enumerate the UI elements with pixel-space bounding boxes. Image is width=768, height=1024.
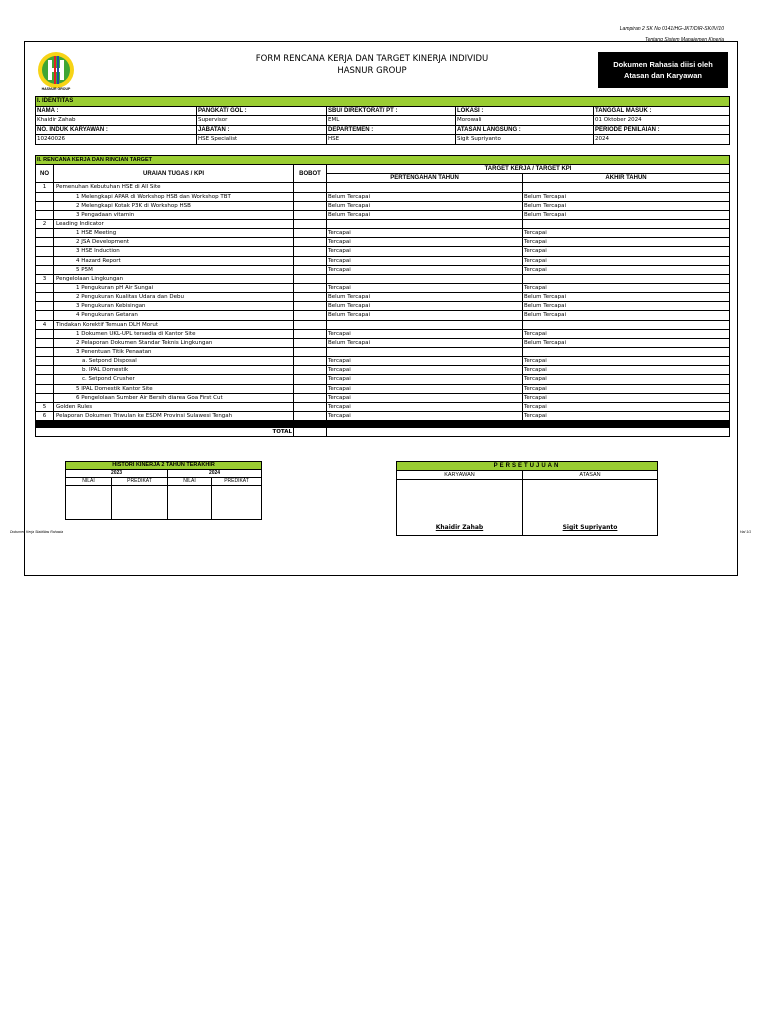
frame-tick-left <box>24 566 25 575</box>
row-task: c. Setpond Crusher <box>54 375 294 384</box>
table-row <box>36 201 730 210</box>
row-weight <box>294 201 327 210</box>
row-end-year: Tercapai <box>523 357 730 366</box>
hasnur-logo-icon <box>36 50 76 90</box>
row-weight <box>294 384 327 393</box>
row-task: a. Setpond Disposal <box>54 357 294 366</box>
row-task: 3 HSE Induction <box>54 247 294 256</box>
reference-number: Lampiran 2 SK No 0141/HG-JKT/DIR-SK/IV/10 <box>619 26 724 32</box>
row-no <box>36 256 54 265</box>
row-mid-year: Tercapai <box>327 229 523 238</box>
row-no: 2 <box>36 219 54 228</box>
row-weight <box>294 347 327 356</box>
identity-labels-2 <box>36 125 730 135</box>
row-mid-year: Tercapai <box>327 357 523 366</box>
identity-values-2 <box>36 135 730 145</box>
table-row <box>36 192 730 201</box>
row-weight <box>294 357 327 366</box>
row-mid-year: Tercapai <box>327 265 523 274</box>
row-no <box>36 393 54 402</box>
company-logo <box>36 50 76 92</box>
row-weight <box>294 375 327 384</box>
row-weight <box>294 192 327 201</box>
confidential-notice <box>598 52 728 88</box>
row-task: 5 P5M <box>54 265 294 274</box>
footer-left: Dokumen Kerja Stabilitas Rahasia <box>10 530 64 534</box>
history-nilai-2023: NILAI <box>66 478 112 486</box>
total-label: TOTAL <box>36 428 294 437</box>
total-row <box>36 428 730 437</box>
value-nama: Khaidir Zahab <box>36 116 197 126</box>
row-end-year: Tercapai <box>523 229 730 238</box>
value-nik: 10240026 <box>36 135 197 145</box>
row-weight <box>294 183 327 192</box>
row-weight <box>294 366 327 375</box>
row-mid-year <box>327 347 523 356</box>
table-row <box>36 338 730 347</box>
row-weight <box>294 265 327 274</box>
value-periode: 2024 <box>594 135 730 145</box>
row-no <box>36 329 54 338</box>
row-no <box>36 238 54 247</box>
value-sbu: EML <box>327 116 456 126</box>
row-no <box>36 375 54 384</box>
col-task: URAIAN TUGAS / KPI <box>54 165 294 183</box>
row-no <box>36 293 54 302</box>
row-end-year <box>523 183 730 192</box>
col-weight: BOBOT <box>294 165 327 183</box>
row-end-year: Belum Tercapai <box>523 192 730 201</box>
row-end-year: Tercapai <box>523 265 730 274</box>
row-end-year: Tercapai <box>523 283 730 292</box>
row-mid-year: Tercapai <box>327 247 523 256</box>
approval-table <box>396 461 658 536</box>
label-lokasi: LOKASI : <box>456 106 594 116</box>
row-no: 6 <box>36 411 54 420</box>
frame-left-border <box>24 41 25 575</box>
label-departemen: DEPARTEMEN : <box>327 125 456 135</box>
label-nik: NO. INDUK KARYAWAN : <box>36 125 197 135</box>
confidential-line-1: Dokumen Rahasia diisi oleh <box>613 60 713 69</box>
identity-section-title: I. IDENTITAS <box>36 97 730 107</box>
table-row <box>36 238 730 247</box>
history-nilai-2024-value[interactable] <box>168 486 212 520</box>
row-mid-year: Tercapai <box>327 375 523 384</box>
history-year-2024: 2024 <box>168 470 262 478</box>
row-mid-year: Tercapai <box>327 411 523 420</box>
row-end-year: Belum Tercapai <box>523 201 730 210</box>
frame-top-border <box>24 41 738 42</box>
row-task: 1 HSE Meeting <box>54 229 294 238</box>
approval-employee-label: KARYAWAN <box>397 471 523 480</box>
table-row <box>36 210 730 219</box>
row-end-year: Tercapai <box>523 256 730 265</box>
row-mid-year: Belum Tercapai <box>327 210 523 219</box>
row-weight <box>294 402 327 411</box>
value-atasan: Sigit Supriyanto <box>456 135 594 145</box>
row-weight <box>294 320 327 329</box>
history-predikat-2023-value[interactable] <box>112 486 168 520</box>
table-row <box>36 393 730 402</box>
col-end-year: AKHIR TAHUN <box>523 174 730 183</box>
label-periode: PERIODE PENILAIAN : <box>594 125 730 135</box>
identity-labels-1 <box>36 106 730 116</box>
frame-bottom-border <box>24 575 738 576</box>
row-task: 2 Pelaporan Dokumen Standar Teknis Lingkungan <box>54 338 294 347</box>
row-end-year: Tercapai <box>523 375 730 384</box>
row-mid-year: Tercapai <box>327 366 523 375</box>
plan-section-title: II. RENCANA KERJA DAN RINCIAN TARGET <box>36 156 730 165</box>
row-no <box>36 347 54 356</box>
row-mid-year: Belum Tercapai <box>327 201 523 210</box>
row-end-year: Belum Tercapai <box>523 338 730 347</box>
approval-supervisor-label: ATASAN <box>523 471 658 480</box>
footer-right: Hal 1/1 <box>740 530 752 534</box>
row-end-year <box>523 320 730 329</box>
value-departemen: HSE <box>327 135 456 145</box>
row-mid-year <box>327 219 523 228</box>
table-row <box>36 274 730 283</box>
table-row <box>36 219 730 228</box>
row-task: 1 Dokumen UKL-UPL tersedia di Kantor Site <box>54 329 294 338</box>
table-row <box>36 293 730 302</box>
row-mid-year: Tercapai <box>327 384 523 393</box>
table-row <box>36 402 730 411</box>
col-target: TARGET KERJA / TARGET KPI <box>327 165 730 174</box>
history-predikat-2024: PREDIKAT <box>212 478 262 486</box>
logo-caption: HASNUR GROUP <box>41 87 71 91</box>
history-title: HISTORI KINERJA 2 TAHUN TERAKHIR <box>66 462 262 470</box>
row-mid-year: Tercapai <box>327 393 523 402</box>
row-mid-year: Tercapai <box>327 238 523 247</box>
row-no: 1 <box>36 183 54 192</box>
col-mid-year: PERTENGAHAN TAHUN <box>327 174 523 183</box>
row-no <box>36 311 54 320</box>
row-end-year <box>523 347 730 356</box>
row-no <box>36 384 54 393</box>
row-task: 2 JSA Development <box>54 238 294 247</box>
table-row <box>36 329 730 338</box>
row-no <box>36 201 54 210</box>
row-task: Pelaporan Dokumen Triwulan ke ESDM Provinsi Sulawesi Tengah <box>54 411 294 420</box>
row-task: b. IPAL Domestik <box>54 366 294 375</box>
approval-title: PERSETUJUAN <box>397 462 658 471</box>
row-task: Leading Indicator <box>54 219 294 228</box>
history-nilai-2023-value[interactable] <box>66 486 112 520</box>
row-task: 2 Pengukuran Kualitas Udara dan Debu <box>54 293 294 302</box>
row-task: 3 Pengadaan vitamin <box>54 210 294 219</box>
table-row <box>36 311 730 320</box>
row-weight <box>294 219 327 228</box>
row-weight <box>294 210 327 219</box>
row-no: 3 <box>36 274 54 283</box>
table-row <box>36 256 730 265</box>
row-task: 1 Pengukuran pH Air Sungai <box>54 283 294 292</box>
row-end-year: Tercapai <box>523 247 730 256</box>
row-weight <box>294 229 327 238</box>
row-task: 4 Hazard Report <box>54 256 294 265</box>
col-no: NO <box>36 165 54 183</box>
label-nama: NAMA : <box>36 106 197 116</box>
row-task: 2 Melengkapi Kotak P3K di Workshop HSB <box>54 201 294 210</box>
row-no <box>36 302 54 311</box>
row-weight <box>294 393 327 402</box>
label-jabatan: JABATAN : <box>197 125 327 135</box>
separator-row <box>36 421 730 428</box>
table-row <box>36 347 730 356</box>
identity-table <box>35 96 730 145</box>
row-mid-year: Tercapai <box>327 402 523 411</box>
reference-subtitle: Tentang Sistem Manajemen Kinerja <box>644 37 724 43</box>
table-row <box>36 229 730 238</box>
row-mid-year: Belum Tercapai <box>327 293 523 302</box>
row-mid-year: Tercapai <box>327 256 523 265</box>
total-weight <box>294 428 327 437</box>
row-mid-year <box>327 274 523 283</box>
row-weight <box>294 283 327 292</box>
row-end-year: Belum Tercapai <box>523 311 730 320</box>
row-end-year: Tercapai <box>523 384 730 393</box>
row-task: 1 Melengkapi APAR di Workshop HSB dan Workshop TBT <box>54 192 294 201</box>
total-target <box>327 428 730 437</box>
form-subtitle: HASNUR GROUP <box>337 66 407 76</box>
table-row <box>36 366 730 375</box>
table-row <box>36 302 730 311</box>
label-pangkat: PANGKAT/ GOL : <box>197 106 327 116</box>
history-predikat-2023: PREDIKAT <box>112 478 168 486</box>
row-task: Pemenuhan Kebutuhan HSE di All Site <box>54 183 294 192</box>
row-mid-year: Belum Tercapai <box>327 192 523 201</box>
row-no <box>36 283 54 292</box>
row-task: 4 Pengukuran Getaran <box>54 311 294 320</box>
label-atasan: ATASAN LANGSUNG : <box>456 125 594 135</box>
row-weight <box>294 311 327 320</box>
frame-tick-right <box>737 566 738 575</box>
work-plan-table <box>35 155 730 437</box>
frame-right-border <box>737 41 738 575</box>
row-weight <box>294 338 327 347</box>
row-task: 3 Penentuan Titik Penaatan <box>54 347 294 356</box>
row-task: Pengelolaan Lingkungan <box>54 274 294 283</box>
row-mid-year: Belum Tercapai <box>327 338 523 347</box>
row-weight <box>294 238 327 247</box>
row-task: 6 Pengelolaan Sumber Air Bersih diarea Goa First Cut <box>54 393 294 402</box>
row-mid-year <box>327 320 523 329</box>
row-end-year: Tercapai <box>523 402 730 411</box>
row-no: 4 <box>36 320 54 329</box>
label-sbu: SBU/ DIREKTORAT/ PT : <box>327 106 456 116</box>
row-weight <box>294 411 327 420</box>
row-weight <box>294 256 327 265</box>
value-lokasi: Morowali <box>456 116 594 126</box>
row-end-year: Tercapai <box>523 366 730 375</box>
table-row <box>36 247 730 256</box>
row-weight <box>294 302 327 311</box>
table-row <box>36 320 730 329</box>
history-predikat-2024-value[interactable] <box>212 486 262 520</box>
history-nilai-2024: NILAI <box>168 478 212 486</box>
row-no: 5 <box>36 402 54 411</box>
row-weight <box>294 247 327 256</box>
table-row <box>36 384 730 393</box>
row-weight <box>294 274 327 283</box>
form-title: FORM RENCANA KERJA DAN TARGET KINERJA INDIVIDU <box>255 54 489 64</box>
row-no <box>36 247 54 256</box>
row-no <box>36 229 54 238</box>
value-tanggal-masuk: 01 Oktober 2024 <box>594 116 730 126</box>
employee-signature[interactable]: Khaidir Zahab <box>397 480 523 536</box>
label-tanggal-masuk: TANGGAL MASUK : <box>594 106 730 116</box>
row-end-year: Belum Tercapai <box>523 210 730 219</box>
history-year-2023: 2023 <box>66 470 168 478</box>
table-row <box>36 375 730 384</box>
value-pangkat: Supervisor <box>197 116 327 126</box>
row-task: 3 Pengukuran Kebisingan <box>54 302 294 311</box>
row-end-year: Tercapai <box>523 238 730 247</box>
table-row <box>36 411 730 420</box>
row-mid-year: Belum Tercapai <box>327 311 523 320</box>
history-table <box>65 461 262 520</box>
row-no <box>36 265 54 274</box>
table-row <box>36 283 730 292</box>
row-mid-year: Belum Tercapai <box>327 302 523 311</box>
table-row <box>36 265 730 274</box>
table-row <box>36 183 730 192</box>
row-end-year <box>523 274 730 283</box>
row-end-year <box>523 219 730 228</box>
row-end-year: Tercapai <box>523 411 730 420</box>
row-task: Golden Rules <box>54 402 294 411</box>
row-no <box>36 366 54 375</box>
row-end-year: Tercapai <box>523 329 730 338</box>
row-mid-year <box>327 183 523 192</box>
row-mid-year: Tercapai <box>327 329 523 338</box>
confidential-line-2: Atasan dan Karyawan <box>624 71 702 80</box>
row-weight <box>294 293 327 302</box>
table-row <box>36 357 730 366</box>
row-no <box>36 338 54 347</box>
row-end-year: Tercapai <box>523 393 730 402</box>
row-task: 5 IPAL Domestik Kantor Site <box>54 384 294 393</box>
row-weight <box>294 329 327 338</box>
row-no <box>36 357 54 366</box>
row-no <box>36 192 54 201</box>
identity-values-1 <box>36 116 730 126</box>
row-task: Tindakan Korektif Temuan DLH Morut <box>54 320 294 329</box>
row-mid-year: Tercapai <box>327 283 523 292</box>
value-jabatan: HSE Specialist <box>197 135 327 145</box>
row-no <box>36 210 54 219</box>
supervisor-signature[interactable]: Sigit Supriyanto <box>523 480 658 536</box>
row-end-year: Belum Tercapai <box>523 293 730 302</box>
row-end-year: Belum Tercapai <box>523 302 730 311</box>
